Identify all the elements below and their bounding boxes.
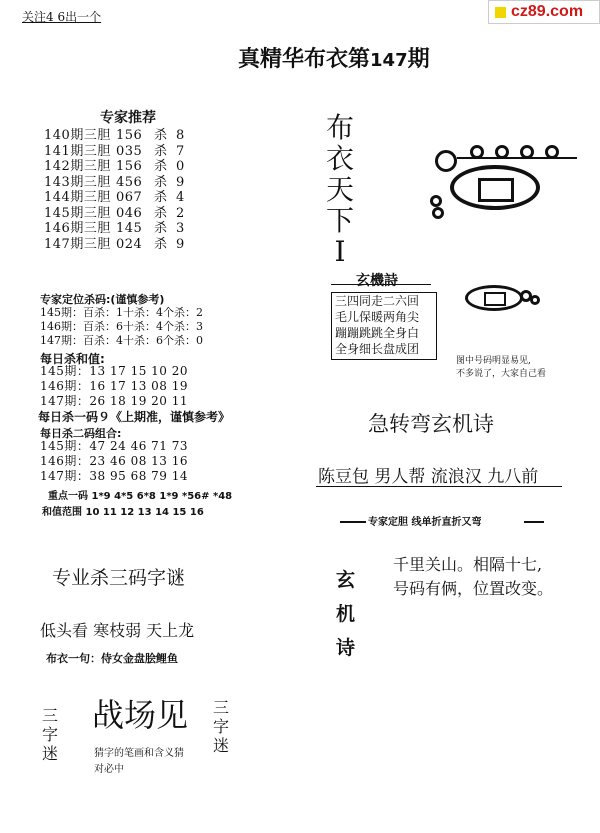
expert-row-nums: 156 xyxy=(116,159,143,174)
vertical-char: 玄 xyxy=(336,569,356,591)
riddle-label-left xyxy=(42,706,58,763)
vertical-char: 天 xyxy=(326,173,355,206)
vertical-char: 字 xyxy=(42,725,59,744)
sum-range: 和值范围 10 11 12 13 14 15 16 xyxy=(42,507,204,518)
list-item: 146期：16 17 13 08 19 xyxy=(40,379,189,393)
title-number: 147 xyxy=(370,50,408,71)
expert-row-kill-digit: 3 xyxy=(176,221,185,236)
xuanji-poem-label xyxy=(336,563,355,665)
sharp-turn-title: 急转弯玄机诗 xyxy=(368,412,494,436)
list-item: 147期：百杀：4十杀：6个杀：0 xyxy=(40,334,203,347)
vertical-char: 诗 xyxy=(336,637,356,659)
expert-row-period: 140期三胆 xyxy=(44,128,111,143)
position-kill-list xyxy=(40,306,203,348)
vertical-char: 字 xyxy=(213,717,230,736)
expert-row-period: 141期三胆 xyxy=(44,143,111,159)
poem-line: 号码有俩，位置改变。 xyxy=(393,579,554,598)
expert-row-nums: 067 xyxy=(116,190,143,205)
vertical-char: 布 xyxy=(326,111,355,144)
vertical-char: 衣 xyxy=(326,142,355,175)
vertical-char: 迷 xyxy=(213,736,230,755)
expert-heading: 专家推荐 xyxy=(100,110,156,126)
expert-row-kill-digit: 9 xyxy=(176,236,185,252)
expert-row-kill-digit: 8 xyxy=(176,128,185,143)
expert-row-nums: 456 xyxy=(116,174,143,190)
expert-row-period: 144期三胆 xyxy=(44,190,111,205)
expert-row xyxy=(44,144,190,160)
expert-row-kill: 杀 xyxy=(154,205,168,221)
list-item: 146期：百杀：6十杀：4个杀：3 xyxy=(40,320,203,333)
expert-row-kill: 杀 xyxy=(154,190,168,205)
expert-row-kill: 杀 xyxy=(154,128,168,143)
expert-row xyxy=(44,128,190,144)
poem-line: 全身细长盘成团 xyxy=(335,342,420,356)
poem-line: 蹦蹦跳跳全身白 xyxy=(335,326,420,340)
riddle-big: 战场见 xyxy=(92,696,189,734)
expert-row xyxy=(44,221,190,237)
expert-row-period: 142期三胆 xyxy=(44,159,111,174)
expert-row-kill-digit: 9 xyxy=(176,174,185,190)
note-line: 不多说了，大家自己看 xyxy=(456,369,547,379)
expert-row-kill: 杀 xyxy=(154,236,168,252)
expert-row-nums: 046 xyxy=(116,205,143,221)
expert-row xyxy=(44,206,190,222)
list-item: 147期：38 95 68 79 14 xyxy=(40,469,189,483)
riddle-sub1: 猜字的笔画和含义猜 xyxy=(94,748,184,759)
expert-row-period: 147期三胆 xyxy=(44,236,111,252)
key-code: 重点一码 1*9 4*5 6*8 1*9 *56# *48 xyxy=(48,491,233,502)
expert-row-kill-digit: 7 xyxy=(176,143,185,159)
picture-note xyxy=(456,355,546,381)
page-title xyxy=(238,42,430,73)
note-line: 图中号码明显易见, xyxy=(456,356,531,366)
watermark-text: cz89.com xyxy=(511,3,584,20)
xuanji-box-poem xyxy=(335,293,419,357)
expert-row-kill: 杀 xyxy=(154,143,168,159)
expert-position: 专家定胆 线单折直折又弯 xyxy=(368,517,482,528)
expert-row xyxy=(44,175,190,191)
vertical-char: 三 xyxy=(213,698,230,717)
poem-line: 三四同走二六回 xyxy=(335,294,420,308)
list-item: 146期：23 46 08 13 16 xyxy=(40,454,189,468)
buyi-vertical-title xyxy=(326,112,354,267)
expert-row-period: 143期三胆 xyxy=(44,174,111,190)
title-suffix: 期 xyxy=(407,47,430,72)
position-kill-heading: 专家定位杀码:(谨慎参考) xyxy=(40,293,165,306)
xuanji-poem-lines xyxy=(393,553,553,601)
sharp-turn-line: 陈豆包 男人帮 流浪汉 九八前 xyxy=(318,467,539,487)
expert-row-nums: 156 xyxy=(116,128,143,143)
square-icon xyxy=(495,7,506,18)
vertical-char: 机 xyxy=(336,603,356,625)
three-code-title: 专业杀三码字谜 xyxy=(52,567,186,589)
expert-row xyxy=(44,190,190,206)
expert-row-nums: 145 xyxy=(116,221,143,236)
daily-two-list xyxy=(40,439,188,484)
expert-row-period: 146期三胆 xyxy=(44,221,111,236)
expert-row-nums: 024 xyxy=(116,236,143,252)
vertical-char: I xyxy=(334,235,346,268)
expert-row-kill: 杀 xyxy=(154,221,168,236)
expert-row-kill: 杀 xyxy=(154,174,168,190)
list-item: 145期：百杀：1十杀：4个杀：2 xyxy=(40,306,203,319)
list-item: 147期：26 18 19 20 11 xyxy=(40,394,189,408)
expert-list xyxy=(44,128,190,252)
daily-sum-heading: 每日杀和值: xyxy=(40,352,105,366)
poem-line: 千里关山。相隔十七, xyxy=(393,555,543,574)
list-item: 145期：13 17 15 10 20 xyxy=(40,364,189,378)
top-note: 关注4 6出一个 xyxy=(22,10,102,24)
title-main: 真精华布衣第 xyxy=(238,47,371,72)
xuanji-box-heading: 玄機詩 xyxy=(356,273,398,289)
expert-row-kill: 杀 xyxy=(154,159,168,174)
expert-row-kill-digit: 0 xyxy=(176,159,185,174)
vertical-char: 三 xyxy=(42,706,59,725)
vertical-char: 迷 xyxy=(42,744,59,763)
daily-sum-list xyxy=(40,364,188,409)
expert-row xyxy=(44,159,190,175)
three-code-line: 低头看 寒枝弱 天上龙 xyxy=(40,621,195,640)
poem-line: 毛儿保暖两角尖 xyxy=(335,310,420,324)
list-item: 145期：47 24 46 71 73 xyxy=(40,439,189,453)
buyi-line: 布衣一句：侍女金盘脍鲤鱼 xyxy=(46,652,178,665)
expert-row-kill-digit: 2 xyxy=(176,205,185,221)
watermark-logo xyxy=(488,0,600,24)
riddle-label-right xyxy=(213,698,229,755)
expert-row-period: 145期三胆 xyxy=(44,205,111,221)
daily-one-code: 每日杀一码９《上期准，谨慎参考》 xyxy=(38,410,231,424)
daily-two-heading: 每日杀二码组合: xyxy=(40,427,122,440)
expert-row-kill-digit: 4 xyxy=(176,190,185,205)
expert-row-nums: 035 xyxy=(116,143,143,159)
expert-row xyxy=(44,237,190,253)
riddle-sub2: 对必中 xyxy=(94,764,124,775)
vertical-char: 下 xyxy=(326,204,355,237)
